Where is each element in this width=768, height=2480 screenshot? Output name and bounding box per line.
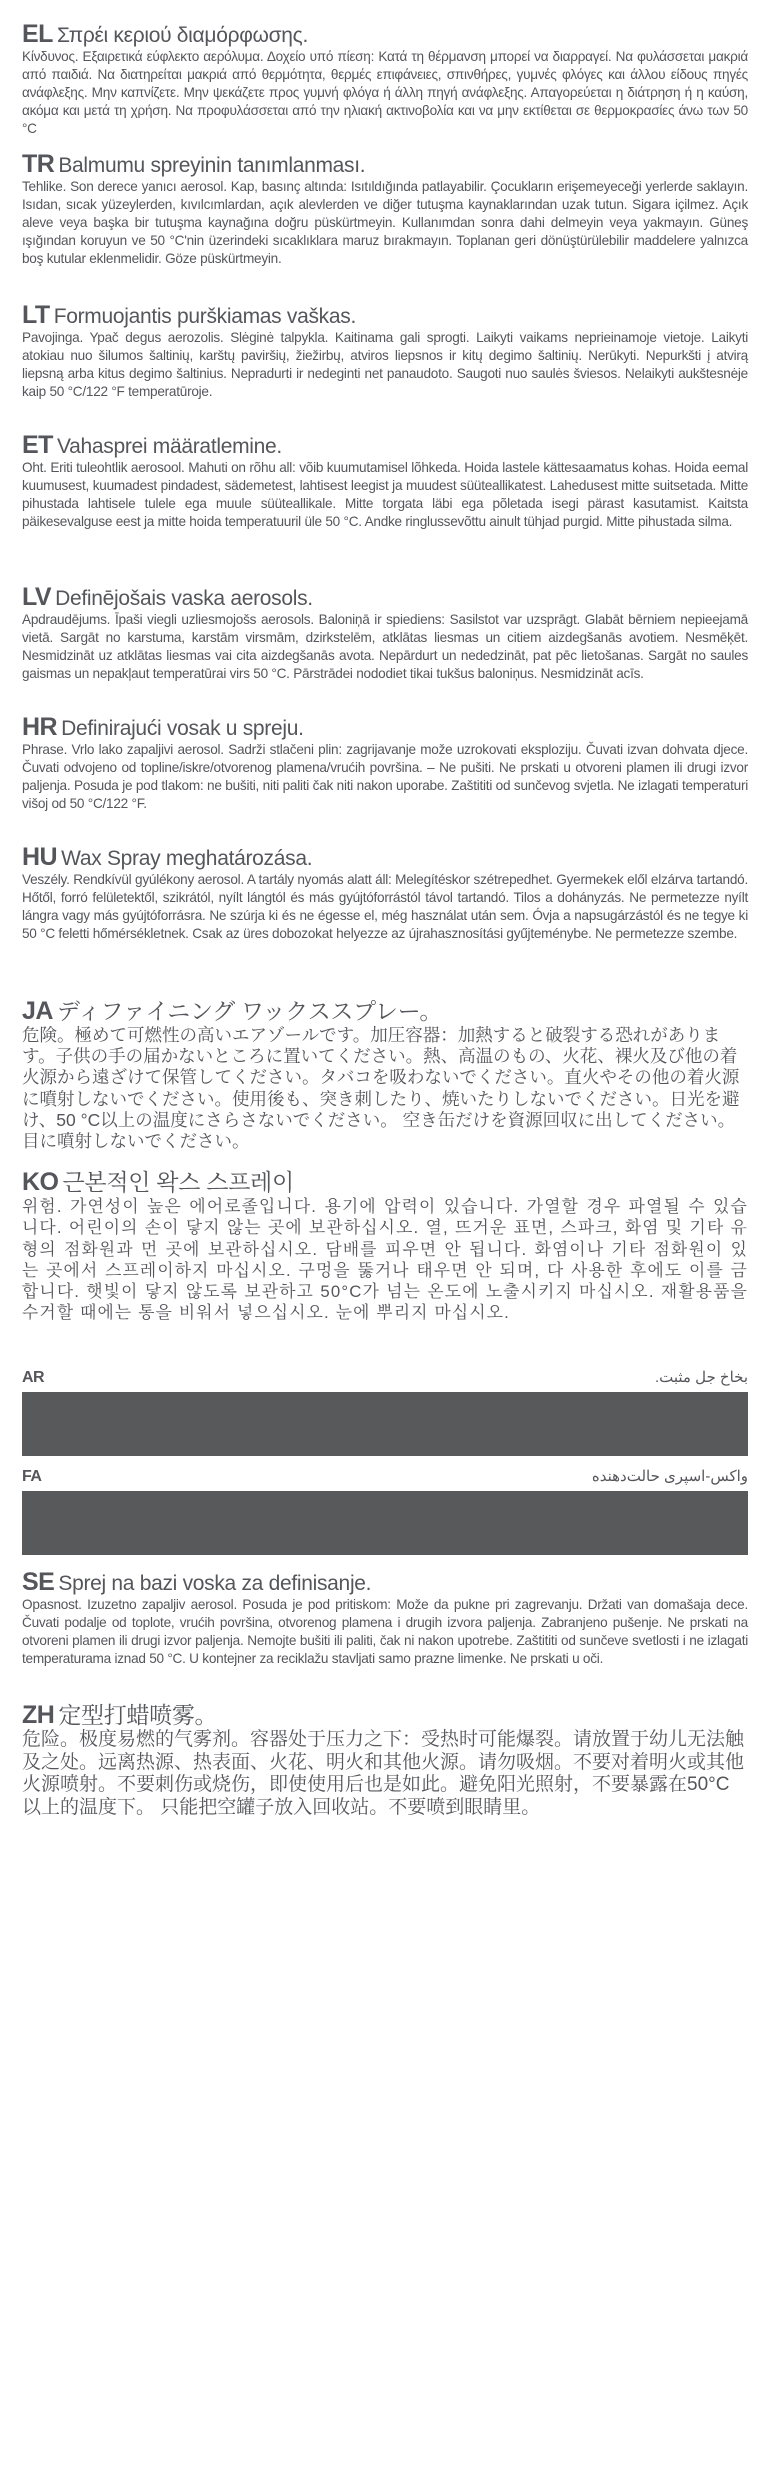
language-code: HU [22,843,58,871]
section-heading [22,303,748,329]
section-lt [22,303,748,401]
language-code: ZH [22,1701,55,1729]
section-body: Veszély. Rendkívül gyúlékony aerosol. A tartály nyomás alatt áll: Melegítéskor szétrepedhet. Gyermekek elől elzárva tartandó. Hőtől, forró felületektől, szikrától, nyílt lángtól és más gyújtóforrástól távol tartandó. Tilos a dohányzás. Ne permetezze nyílt lángra vagy más gyújtóforrásra. Ne szúrja ki és ne égesse el, még használat után sem. Óvja a napsugárzástól és ne tegye ki 50 °C feletti hőmérsékletnek. Csak az üres dobozokat helyezze az újrahasznosítási gyűjteménybe. Ne permetezze szembe. [22,872,748,941]
section-tr [22,152,748,268]
section-body: Phrase. Vrlo lako zapaljivi aerosol. Sadrži stlačeni plin: zagrijavanje može uzrokovati eksploziju. Čuvati izvan dohvata djece. Čuvati odvojeno od topline/iskre/otvorenog plamena/vrućih površina. – Ne pušiti. Ne prskati u otvoreni plamen ili drugi izvor paljenja. Posuda je pod tlakom: ne bušiti, niti paliti čak niti nakon uporabe. Zaštititi od sunčevog svjetla. Ne izlagati temperaturi višoj od 50 °C/122 °F. [22,742,748,811]
section-title: 定型打蜡喷雾。 [58,1702,218,1728]
section-title: 근본적인 왁스 스프레이 [62,1169,294,1195]
language-code: EL [22,20,53,48]
language-code: LV [22,583,52,611]
section-body: 危険。極めて可燃性の高いエアゾールです。加圧容器：加熱すると破裂する恐れがあります。子供の手の届かないところに置いてください。熱、高温のもの、火花、裸火及び他の着火源から遠ざけて保管してください。タバコを吸わないでください。直火やその他の着火源に噴射しないでください。使用後も、突き刺したり、焼いたりしないでください。日光を避け、50 °C以上の温度にさらさないでください。 空き缶だけを資源回収に出してください。目に噴射しないでください。 [22,1025,740,1152]
section-heading [22,845,748,871]
section-et [22,433,748,531]
section-lv [22,585,748,683]
section-title: Definējošais vaska aerosols. [55,587,313,610]
redacted-block-fa [22,1491,748,1555]
section-hu [22,845,748,943]
section-heading [22,433,748,459]
section-title: واکس-اسپری حالت‌دهنده [591,1468,748,1485]
redacted-text-fragment [22,1456,748,1462]
language-code: FA [22,1468,42,1485]
section-title: Formuojantis purškiamas vaškas. [53,305,356,328]
section-body: Oht. Eriti tuleohtlik aerosool. Mahuti on rõhu all: võib kuumutamisel lõhkeda. Hoida lastele kättesaamatus kohas. Hoida eemal kuumusest, kuumadest pindadest, sädemetest, lahtisest leegist ja muudest süüteallikatest. Lahedusest mitte suitsetada. Mitte pihustada lahtisele tulele ega muule süüteallikale. Mitte torgata läbi ega põletada isegi pärast kasutamist. Kaitsta päikesevalguse eest ja mitte hoida temperatuuril üle 50 °C. Andke ringlussevõttu ainult tühjad purgid. Mitte pihustada silma. [22,460,748,529]
section-heading [22,585,748,611]
section-zh [22,1701,748,1819]
section-title: ディファイニング ワックススプレー。 [56,998,443,1024]
language-code: KO [22,1168,59,1196]
section-body: Pavojinga. Ypač degus aerozolis. Slėginė talpykla. Kaitinama gali sprogti. Laikyti vaikams neprieinamoje vietoje. Laikyti atokiau nuo šilumos šaltinių, karštų paviršių, žiežirbų, atviros liepsnos ir kitų degimo šaltinių. Nerūkyti. Nepurkšti į atvirą liepsną arba kitus degimo šaltinius. Nepradurti ir nedeginti net panaudoto. Saugoti nuo saulės šviesos. Nelaikyti aukštesnėje kaip 50 °C/122 °F temperatūroje. [22,330,748,399]
language-code: LT [22,301,50,329]
section-body: Tehlike. Son derece yanıcı aerosol. Kap, basınç altında: Isıtıldığında patlayabilir. Çocukların erişemeyeceği yerlerde saklayın. Isıdan, sıcak yüzeylerden, kıvılcımlardan, açık alevlerden ve diğer tutuşma kaynaklarından uzak tutun. Sigara içilmez. Açık aleve veya başka bir tutuşma kaynağına doğru püskürtmeyin. Kullanımdan sonra dahi delmeyin veya yakmayın. Güneş ışığından koruyun ve 50 °C'nin üzerindeki sıcaklıklara maruz bırakmayın. Toplanan geri dönüştürülebilir maddelere yalnızca boş kutular eklenmelidir. Göze püskürtmeyin. [22,179,748,266]
section-title: بخاخ جل مثبت. [654,1369,748,1386]
section-body: Opasnost. Izuzetno zapaljiv aerosol. Posuda je pod pritiskom: Može da pukne pri zagrevanju. Držati van domašaja dece. Čuvati podalje od toplote, vrućih površina, otvorenog plamena i drugih izvora paljenja. Zabranjeno pušenje. Ne prskati na otvoreni plamen ili drugi izvor paljenja. Nemojte bušiti ili paliti, čak ni nakon upotrebe. Zaštititi od sunčeve svetlosti i ne izlagati temperaturama iznad 50 °C. U kontejner za reciklažu stavljati samo prazne limenke. Ne prskati u oči. [22,1597,748,1666]
section-hr [22,715,748,813]
section-heading [22,715,748,741]
section-heading [22,1701,748,1729]
section-body: 危险。极度易燃的气雾剂。容器处于压力之下：受热时可能爆裂。请放置于幼儿无法触及之处。远离热源、热表面、火花、明火和其他火源。请勿吸烟。不要对着明火或其他火源喷射。不要刺伤或烧伤，即使使用后也是如此。避免阳光照射，不要暴露在50°C以上的温度下。 只能把空罐子放入回收站。不要喷到眼睛里。 [22,1729,745,1818]
language-code: ET [22,431,53,459]
section-body: Κίνδυνος. Εξαιρετικά εύφλεκτο αερόλυμα. Δοχείο υπό πίεση: Κατά τη θέρμανση μπορεί να διαρραγεί. Να φυλάσσεται μακριά από παιδιά. Να διατηρείται μακριά από θερμότητα, θερμές επιφάνειες, σπινθήρες, γυμνές φλόγες και άλλου είδους πηγές ανάφλεξης. Μην καπνίζετε. Μην ψεκάζετε προς γυμνή φλόγα ή άλλη πηγή ανάφλεξης. Απαγορεύεται η διάτρηση ή η καύση, ακόμα και μετά τη χρήση. Να προφυλάσσεται από την ηλιακή ακτινοβολία και να μην εκτίθεται σε θερμοκρασίες άνω των 50 °C [22,49,748,136]
section-title: Vahasprei määratlemine. [56,435,282,458]
section-title: Balmumu spreyinin tanımlanması. [58,154,366,177]
section-heading [22,1168,748,1196]
language-code: JA [22,997,53,1025]
section-body: Apdraudējums. Īpaši viegli uzliesmojošs aerosols. Baloniņā ir spiediens: Sasilstot var uzsprāgt. Glabāt bērniem nepieejamā vietā. Sargāt no karstuma, karstām virsmām, dzirkstelēm, atklātas liesmas un citiem aizdegšanās avotiem. Nesmēķēt. Nesmidzināt uz atklātas liesmas vai cita aizdegšanās avota. Nepārdurt un nededzināt, pat pēc lietošanas. Sargāt no saules gaismas un nepakļaut temperatūrai virs 50 °C. Pārstrādei nododiet tikai tukšus baloniņus. Nesmidzināt acīs. [22,612,748,681]
section-body: 위험. 가연성이 높은 에어로졸입니다. 용기에 압력이 있습니다. 가열할 경우 파열될 수 있습니다. 어린이의 손이 닿지 않는 곳에 보관하십시오. 열, 뜨거운 표면, 스파크, 화염 및 기타 유형의 점화원과 먼 곳에 보관하십시오. 담배를 피우면 안 됩니다. 화염이나 기타 점화원이 있는 곳에서 스프레이하지 마십시오. 구멍을 뚫거나 태우면 안 되며, 다 사용한 후에도 이를 금합니다. 햇빛이 닿지 않도록 보관하고 50°C가 넘는 온도에 노출시키지 마십시오. 재활용품을 수거할 때에는 통을 비워서 넣으십시오. 눈에 뿌리지 마십시오. [22,1197,748,1323]
language-code: HR [22,713,58,741]
section-title: Σπρέι κεριού διαμόρφωσης. [56,24,309,47]
section-heading [22,152,748,178]
redacted-text-fragment [22,1555,748,1561]
section-se [22,1570,748,1668]
section-el [22,22,748,138]
section-title: Sprej na bazi voska za definisanje. [58,1572,372,1595]
section-heading [22,1570,748,1596]
language-code: AR [22,1369,45,1386]
section-title: Wax Spray meghatározása. [61,847,313,870]
section-fa-heading [22,1467,748,1487]
language-code: SE [22,1568,55,1596]
section-heading [22,22,748,48]
section-heading [22,997,748,1025]
section-title: Definirajući vosak u spreju. [61,717,304,740]
language-code: TR [22,150,55,178]
section-ja [22,997,748,1152]
section-ar-heading [22,1368,748,1388]
section-ko [22,1168,748,1324]
redacted-block-ar [22,1392,748,1456]
